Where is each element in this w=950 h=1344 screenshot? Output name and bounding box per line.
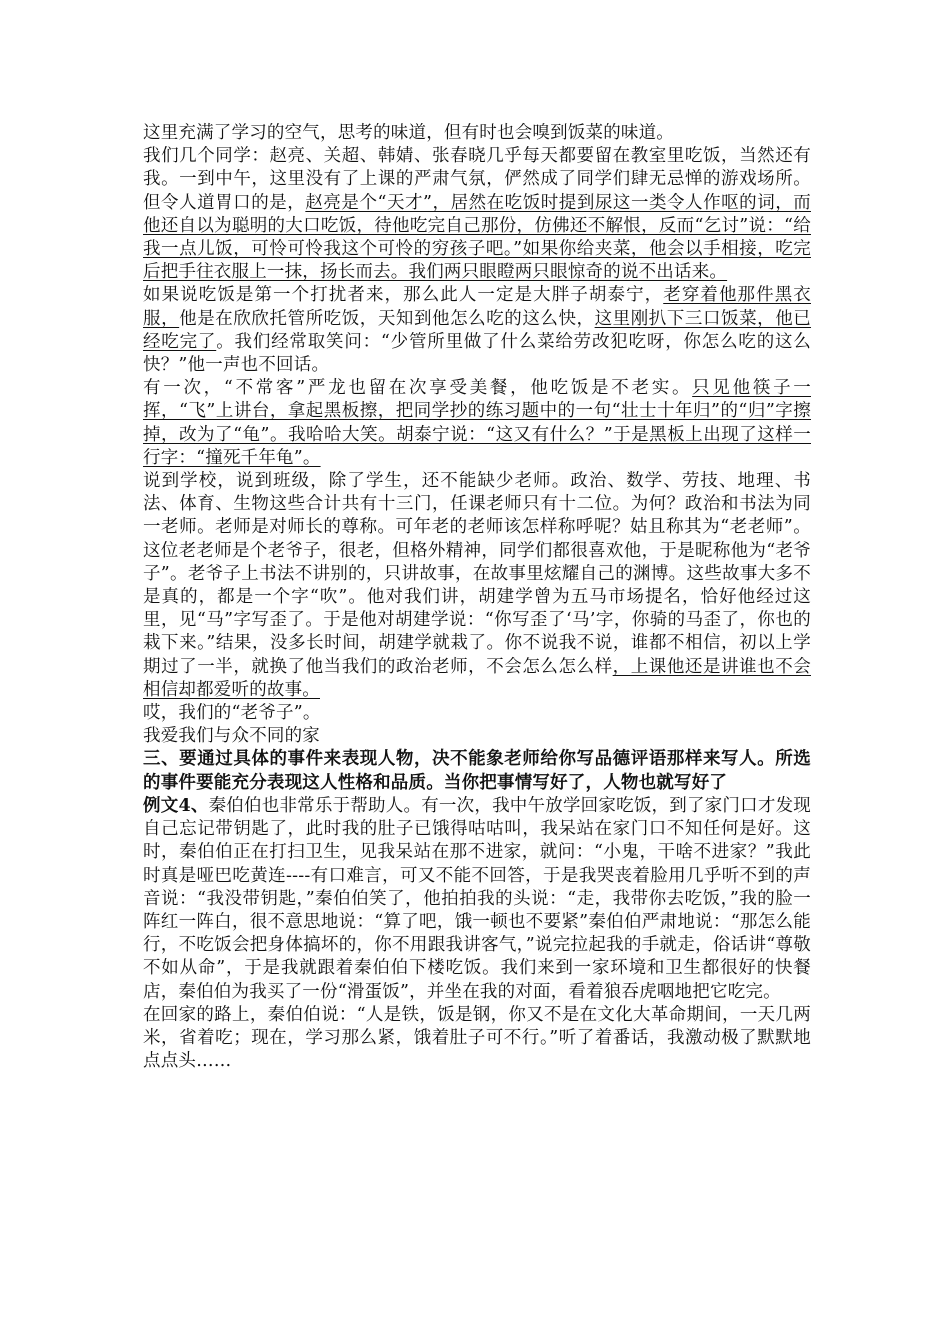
text-segment: 我们几个同学：赵亮、关超、韩婧、张春晓几乎每天都要留在教室里吃饭，当然还有我。一到中午，这里没有了上课的严肃气氛，俨然成了同学们肆无忌惮的游戏场所。但令人道胃口的是， bbox=[143, 146, 811, 213]
paragraph bbox=[143, 284, 811, 377]
bold-text: 三、要通过具体的事件来表现人物，决不能象老师给你写品德评语那样来写人。所选的事件要能充分表现这人性格和品质。当你把事情写好了，人物也就写好了 bbox=[143, 749, 811, 793]
text-segment: 。我们经常取笑问：“少管所里做了什么菜给劳改犯吃呀，你怎么吃的这么快？”他一声也不回话。 bbox=[143, 331, 811, 376]
paragraph bbox=[143, 725, 811, 748]
text-segment: 我爱我们与众不同的家 bbox=[143, 726, 320, 747]
example-label: 例文4、 bbox=[143, 795, 209, 816]
section-heading bbox=[143, 748, 811, 794]
text-segment: 秦伯伯也非常乐于帮助人。有一次，我中午放学回家吃饭，到了家门口才发现自己忘记带钥匙了，此时我的肚子已饿得咕咕叫，我呆站在家门口不知任何是好。这时，秦伯伯正在打扫卫生，见我呆站在那不进家，就问：“小鬼，干啥不进家？”我此时真是哑巴吃黄连----有口难言，可又不能不回答，于是我哭丧着脸用几乎听不到的声音说：“我没带钥匙，”秦伯伯笑了，他拍拍我的头说：“走，我带你去吃饭，”我的脸一阵红一阵白，很不意思地说：“算了吧，饿一顿也不要紧”秦伯伯严肃地说：“那怎么能行，不吃饭会把身体搞坏的，你不用跟我讲客气，”说完拉起我的手就走，俗话讲“尊敬不如从命”，于是我就跟着秦伯伯下楼吃饭。我们来到一家环境和卫生都很好的快餐店，秦伯伯为我买了一份“滑蛋饭”，并坐在我的对面，看着狼吞虎咽地把它吃完。 bbox=[143, 795, 811, 1002]
paragraph bbox=[143, 795, 811, 1004]
underlined-text: 这里刚扒下三口饭菜，他已经吃完了 bbox=[143, 308, 812, 352]
text-segment: 有一次，“不常客”严龙也留在次享受美餐，他吃饭是不老实。 bbox=[143, 378, 693, 399]
text-segment: 这里充满了学习的空气，思考的味道，但有时也会嗅到饭菜的味道。 bbox=[143, 123, 674, 143]
underlined-text: ，上课他还是讲谁也不会相信却都爱听的故事。 bbox=[143, 656, 811, 700]
paragraph bbox=[143, 145, 811, 284]
paragraph bbox=[143, 702, 811, 725]
underlined-text: 老穿着他那件黑衣服， bbox=[143, 285, 811, 329]
text-segment: 他是在欣欣托管所吃饭，天知到他怎么吃的这么快， bbox=[179, 308, 595, 329]
text-segment: 说到学校，说到班级，除了学生，还不能缺少老师。政治、数学、劳技、地理、书法、体育、生物这些合计共有十三门，任课老师只有十二位。为何？政治和书法为同一老师。老师是对师长的尊称。可年老的老师该怎样称呼呢？姑且称其为“老老师”。这位老老师是个老爷子，很老，但格外精神，同学们都很喜欢他，于是昵称他为“老爷子”。老爷子上书法不讲别的，只讲故事，在故事里炫耀自己的渊博。这些故事大多不是真的，都是一个字“吹”。他对我们讲，胡建学曾为五马市场提名，恰好他经过这里，见“马”字写歪了。于是他对胡建学说：“你写歪了‘马’字，你骑的马歪了，你也的栽下来。”结果，没多长时间，胡建学就栽了。你不说我不说，谁都不相信，初以上学期过了一半，就换了他当我们的政治老师，不会怎么怎么样 bbox=[143, 471, 811, 677]
paragraph bbox=[143, 470, 811, 702]
underlined-text: 赵亮是个“天才”，居然在吃饭时提到尿这一类令人作呕的词，而他还自以为聪明的大口吃饭，待他吃完自己那份，仿佛还不解恨，反而“乞讨”说：“给我一点儿饭，可怜可怜我这个可怜的穷孩子吧。”如果你给夹菜，他会以手相接，吃完后把手往衣服上一抹，扬长而去。我们两只眼瞪两只眼惊奇的说不出话来。 bbox=[143, 192, 811, 283]
text-segment: 在回家的路上，秦伯伯说：“人是铁，饭是钢，你又不是在文化大革命期间，一天几两米，省着吃；现在，学习那么紧，饿着肚子可不行。”听了着番话，我激动极了默默地点点头…… bbox=[143, 1004, 811, 1072]
paragraph bbox=[143, 377, 811, 470]
text-segment: 哎，我们的“老爷子”。 bbox=[143, 703, 321, 724]
underlined-text: 只见他筷子一挥，“飞”上讲台，拿起黑板擦，把同学抄的练习题中的一句“壮士十年归”的“归”字擦掉，改为了“龟”。我哈哈大笑。胡泰宁说：“这又有什么？”于是黑板上出现了这样一行字：“撞死千年龟”。 bbox=[143, 378, 811, 468]
document-body bbox=[143, 122, 811, 1073]
paragraph bbox=[143, 1004, 811, 1074]
text-segment: 如果说吃饭是第一个打扰者来，那么此人一定是大胖子胡泰宁， bbox=[143, 285, 664, 306]
paragraph bbox=[143, 122, 811, 145]
